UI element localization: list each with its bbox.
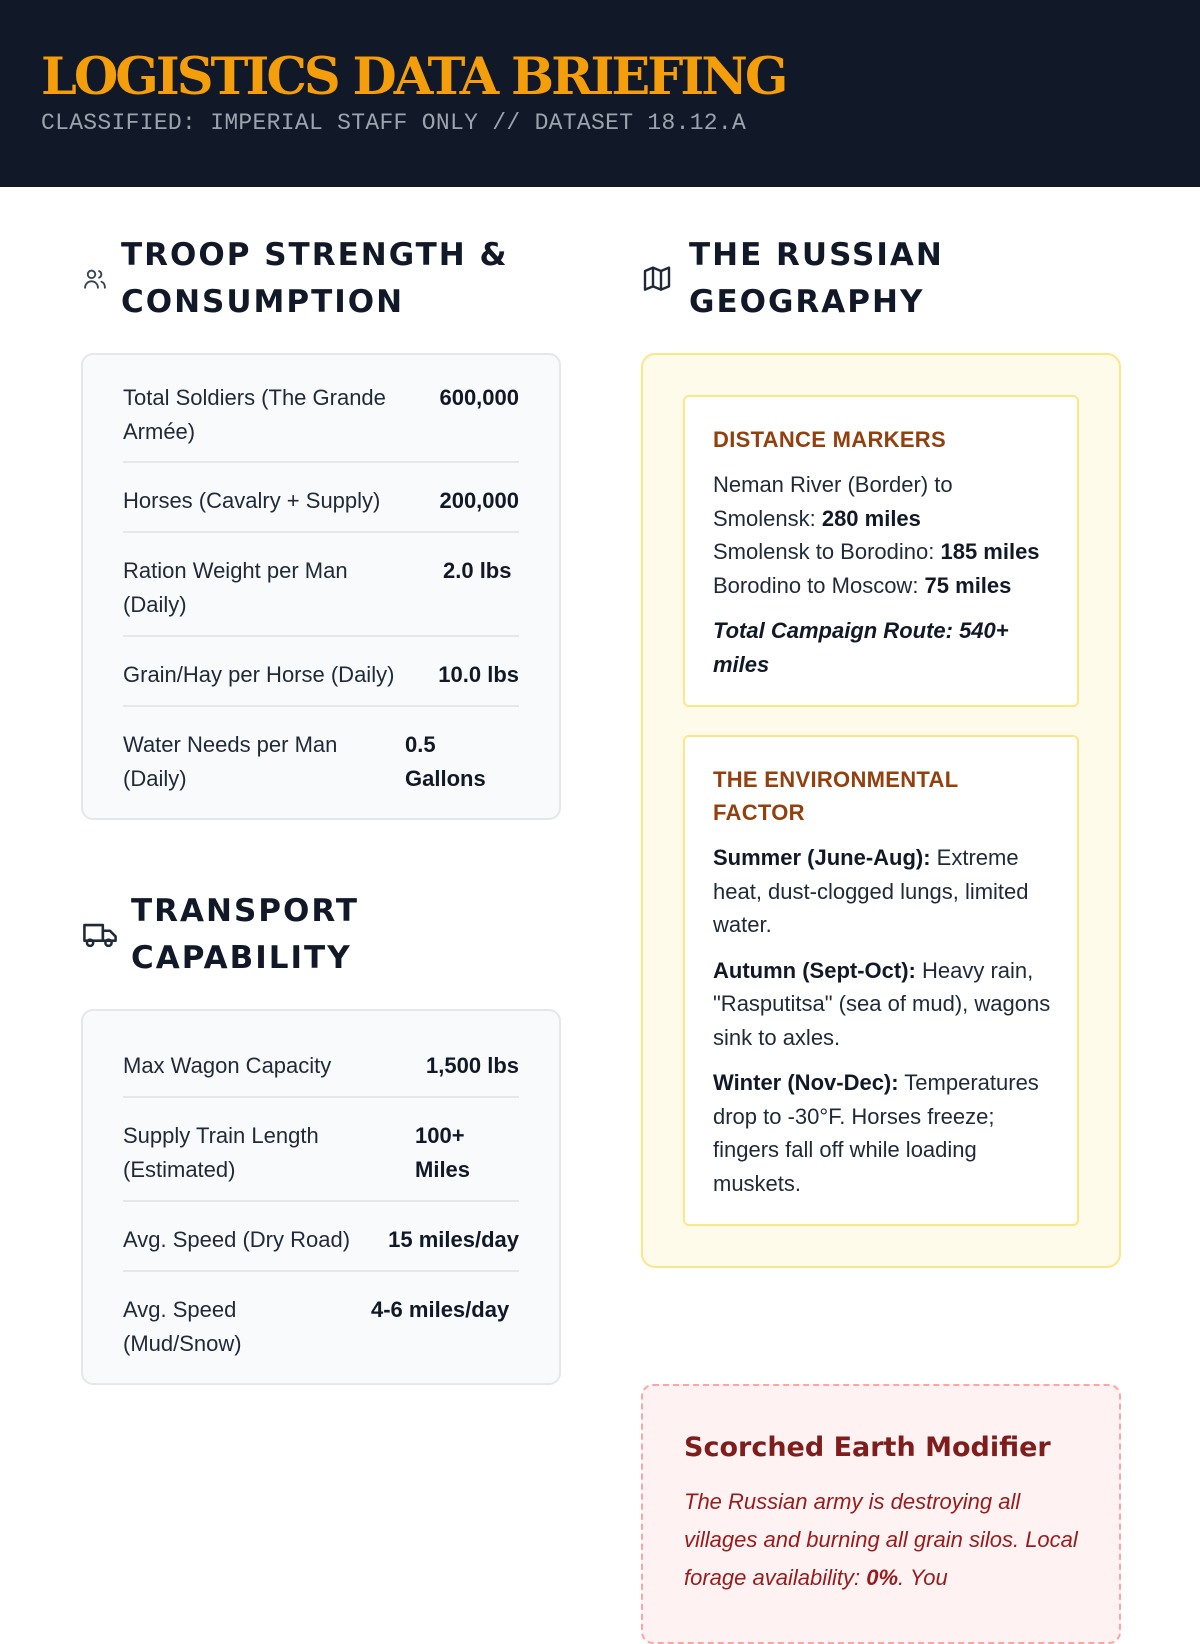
- stat-value: 0.5 Gallons: [405, 732, 486, 791]
- geography-card: [641, 353, 1121, 1268]
- stat-value: 2.0 lbs: [443, 558, 512, 583]
- environmental-factor-title: THE ENVIRONMENTAL FACTOR: [713, 767, 959, 825]
- scorched-earth-text: The Russian army is destroying all villages and burning all grain silos. Local forage availability: 0%. You: [684, 1489, 1078, 1590]
- environmental-factor-box: [683, 735, 1079, 1226]
- geography-section-header: [641, 232, 1121, 326]
- troop-section-header: [81, 232, 561, 326]
- transport-section-title: TRANSPORT CAPABILITY: [131, 893, 359, 976]
- page-title: LOGISTICS DATA BRIEFING: [41, 47, 786, 107]
- total-route: Total Campaign Route: 540+ miles: [713, 618, 1009, 677]
- left-column: [81, 232, 561, 1385]
- stat-row: [123, 375, 519, 463]
- stat-value: 15 miles/day: [388, 1227, 519, 1252]
- stat-value: 4-6 miles/day: [371, 1297, 510, 1322]
- stat-label: Water Needs per Man (Daily): [123, 732, 338, 791]
- stat-label: Grain/Hay per Horse (Daily): [123, 662, 395, 687]
- distance-markers-title: DISTANCE MARKERS: [713, 427, 946, 452]
- troop-stats-card: [81, 353, 561, 820]
- stat-label: Horses (Cavalry + Supply): [123, 488, 381, 513]
- stat-row: [123, 533, 519, 637]
- classification-subtitle: CLASSIFIED: IMPERIAL STAFF ONLY // DATASET 18.12.A: [41, 110, 747, 136]
- stat-value: 100+ Miles: [415, 1123, 471, 1182]
- header: [0, 0, 1200, 187]
- right-column: [641, 232, 1121, 1268]
- season-entry: Winter (Nov-Dec): Temperatures drop to -30°F. Horses freeze; fingers fall off while loading muskets.: [713, 1070, 1039, 1196]
- transport-section-header: [81, 888, 561, 982]
- transport-stats-card: [81, 1009, 561, 1385]
- stat-label: Avg. Speed (Mud/Snow): [123, 1297, 242, 1356]
- stat-label: Ration Weight per Man (Daily): [123, 558, 348, 617]
- stat-label: Max Wagon Capacity: [123, 1053, 332, 1078]
- stat-label: Avg. Speed (Dry Road): [123, 1227, 351, 1252]
- stat-value: 10.0 lbs: [438, 662, 519, 687]
- scorched-earth-panel: [641, 1384, 1121, 1644]
- map-icon: [641, 263, 673, 295]
- users-icon: [81, 265, 109, 293]
- stat-row: [123, 463, 519, 533]
- season-entry: Summer (June-Aug): Extreme heat, dust-clogged lungs, limited water.: [713, 845, 1029, 937]
- stat-row: [123, 1031, 519, 1098]
- stat-row: [123, 1272, 519, 1361]
- stat-row: [123, 637, 519, 707]
- distance-line: Smolensk to Borodino: 185 miles: [713, 539, 1040, 564]
- scorched-earth-title: Scorched Earth Modifier: [684, 1432, 1051, 1463]
- stat-value: 1,500 lbs: [426, 1053, 519, 1078]
- distance-markers-box: [683, 395, 1079, 707]
- stat-row: [123, 707, 519, 796]
- geography-section-title: THE RUSSIAN GEOGRAPHY: [689, 237, 944, 320]
- stat-value: 600,000: [439, 385, 519, 410]
- season-entry: Autumn (Sept-Oct): Heavy rain, "Rasputitsa" (sea of mud), wagons sink to axles.: [713, 957, 1051, 1050]
- stat-row: [123, 1098, 519, 1202]
- distance-line: Borodino to Moscow: 75 miles: [713, 572, 1012, 598]
- stat-label: Supply Train Length (Estimated): [123, 1123, 319, 1182]
- stat-label: Total Soldiers (The Grande Armée): [123, 385, 386, 444]
- stat-value: 200,000: [439, 488, 519, 513]
- distance-line: Neman River (Border) to Smolensk: 280 miles: [713, 472, 953, 531]
- troop-section-title: TROOP STRENGTH & CONSUMPTION: [121, 237, 509, 320]
- stat-row: [123, 1202, 519, 1272]
- truck-icon: [81, 918, 119, 952]
